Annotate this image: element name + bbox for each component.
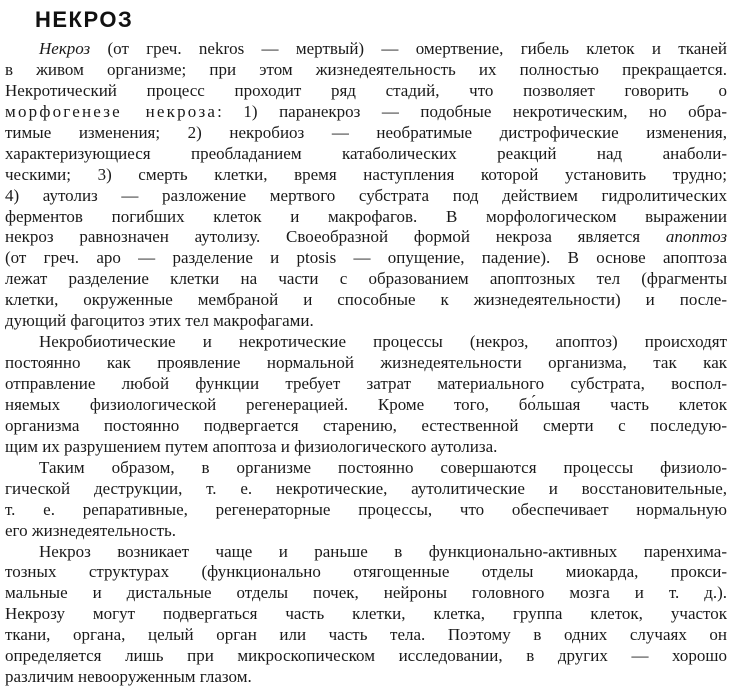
text-line: [5, 207, 727, 228]
text-line: [5, 542, 727, 563]
text-line: [5, 521, 727, 542]
text-segment: в живом организме; при этом жизнедеятельность их полностью прекращается.: [5, 59, 727, 79]
text-segment: : 1) паранекроз — подобные некротическим, но обра-: [217, 101, 727, 121]
text-line: [5, 311, 727, 332]
text-line: [5, 604, 727, 625]
text-segment: дующий фагоцитоз этих тел макрофагами.: [5, 311, 314, 331]
text-segment: определяется лишь при микроскопическом исследовании, в других — хорошо: [5, 646, 727, 666]
text-line: [5, 248, 727, 269]
text-line: [5, 60, 727, 81]
text-line: [5, 667, 727, 688]
text-line: [5, 102, 727, 123]
text-segment: 4) аутолиз — разложение мертвого субстрата под действием гидролитических: [5, 185, 727, 205]
text-segment: мальные и дистальные отделы почек, нейроны головного мозга и т. д.).: [5, 583, 727, 603]
text-segment: няемых физиологической регенерацией. Кроме того, бо́льшая часть клеток: [5, 394, 727, 414]
text-segment: щим их разрушением путем апоптоза и физиологического аутолиза.: [5, 436, 498, 456]
text-segment: различим невооруженным глазом.: [5, 667, 252, 687]
text-line: [5, 227, 727, 248]
text-line: [5, 646, 727, 667]
text-segment: постоянно как проявление нормальной жизнедеятельности организма, так как: [5, 353, 727, 373]
text-line: [5, 332, 727, 353]
text-segment: тимые изменения; 2) некробиоз — необратимые дистрофические изменения,: [5, 122, 727, 142]
text-line: [5, 353, 727, 374]
text-line: [5, 144, 727, 165]
text-segment: Некроз возникает чаще и раньше в функционально-активных паренхима-: [39, 541, 727, 561]
text-segment: отправление любой функции требует затрат материального субстрата, воспол-: [5, 374, 727, 393]
italic-term: Некроз: [39, 39, 91, 58]
text-line: [5, 290, 727, 311]
text-line: [5, 123, 727, 144]
text-line: [5, 81, 727, 102]
body-text: [5, 39, 727, 688]
text-segment: его жизнедеятельность.: [5, 520, 177, 540]
text-segment: Таким образом, в организме постоянно совершаются процессы физиоло-: [39, 457, 727, 477]
page-title: НЕКРОЗ: [35, 7, 134, 32]
italic-term: апоптоз: [665, 227, 727, 247]
text-segment: ткани, органа, целый орган или часть тела. Поэтому в одних случаях он: [5, 625, 727, 645]
text-segment: характеризующиеся преобладанием катаболических реакций над анаболи-: [5, 143, 727, 163]
spaced-term: морфогенезе некроза: [5, 101, 218, 121]
text-segment: лежат разделение клетки на части с образованием апоптозных тел (фрагменты: [5, 269, 727, 289]
text-segment: Некротический процесс проходит ряд стадий, что позволяет говорить о: [5, 80, 727, 100]
text-line: [5, 165, 727, 186]
text-segment: гической деструкции, т. е. некротические, аутолитические и восстановительные,: [5, 478, 727, 498]
text-segment: т. е. репаративные, регенераторные процессы, что обеспечивает нормальную: [5, 499, 727, 519]
text-line: [5, 437, 727, 458]
text-line: [5, 395, 727, 416]
text-segment: тозных структурах (функционально отягощенные отделы миокарда, прокси-: [5, 562, 727, 582]
text-line: [5, 625, 727, 646]
text-line: [5, 458, 727, 479]
text-segment: (от греч. apo — разделение и ptosis — опущение, падение). В основе апоптоза: [5, 248, 727, 268]
text-line: [5, 39, 727, 60]
text-segment: некроз равнозначен аутолизу. Своеобразной формой некроза является: [5, 227, 666, 247]
text-line: [5, 416, 727, 437]
text-line: [5, 583, 727, 604]
text-line: [5, 479, 727, 500]
text-line: [5, 269, 727, 290]
text-segment: Некрозу могут подвергаться часть клетки, клетка, группа клеток, участок: [5, 604, 727, 624]
text-line: [5, 562, 727, 583]
text-line: [5, 186, 727, 207]
text-segment: Некробиотические и некротические процессы (некроз, апоптоз) происходят: [39, 332, 727, 352]
text-line: [5, 500, 727, 521]
text-segment: организма постоянно подвергается старению, естественной смерти с последую-: [5, 415, 727, 435]
text-segment: ческими; 3) смерть клетки, время наступления которой установить трудно;: [5, 164, 727, 184]
text-line: [5, 374, 727, 395]
text-segment: ферментов погибших клеток и макрофагов. В морфологическом выражении: [5, 206, 727, 226]
text-segment: (от греч. nekros — мертвый) — омертвение, гибель клеток и тканей: [90, 39, 727, 58]
text-segment: клетки, окруженные мембраной и способные к жизнедеятельности) и после-: [5, 290, 727, 310]
